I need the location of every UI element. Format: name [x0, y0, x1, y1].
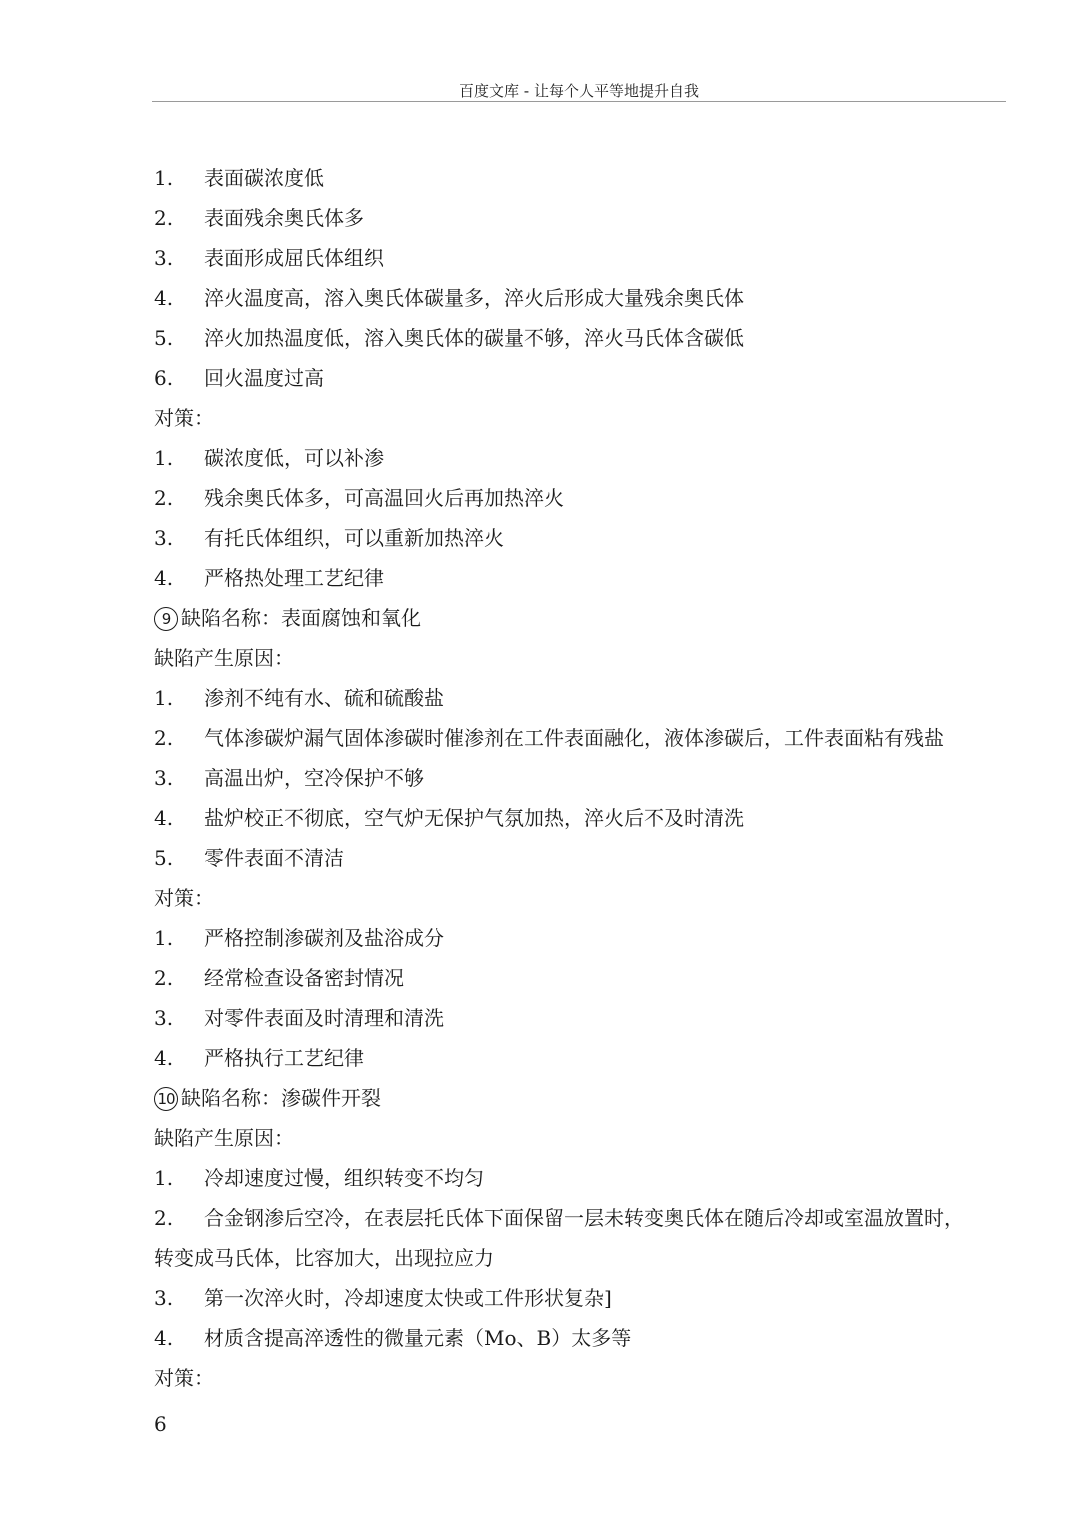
line-text: 气体渗碳炉漏气固体渗碳时催渗剂在工件表面融化，液体渗碳后，工件表面粘有残盐: [204, 726, 944, 750]
list-item: [154, 1158, 1024, 1198]
line-text: 盐炉校正不彻底，空气炉无保护气氛加热，淬火后不及时清洗: [204, 806, 744, 830]
list-number: 1.: [154, 446, 174, 470]
line-text: 高温出炉，空冷保护不够: [204, 766, 424, 790]
line-text: 严格控制渗碳剂及盐浴成分: [204, 926, 444, 950]
line-text: 表面残余奥氏体多: [204, 206, 364, 230]
section-heading: [154, 598, 1024, 638]
list-number: 2.: [154, 1206, 174, 1230]
list-item: [154, 478, 1024, 518]
list-number: 3.: [154, 1286, 174, 1310]
text-line: [154, 1358, 1024, 1398]
line-text: 对策：: [154, 886, 214, 910]
list-number: 2.: [154, 206, 174, 230]
line-text: 合金钢渗后空冷，在表层托氏体下面保留一层未转变奥氏体在随后冷却或室温放置时，: [204, 1206, 964, 1230]
text-line: [154, 398, 1024, 438]
list-item: [154, 358, 1024, 398]
line-text: 表面形成屈氏体组织: [204, 246, 384, 270]
list-number: 3.: [154, 246, 174, 270]
header-divider: [152, 101, 1006, 102]
list-number: 5.: [154, 326, 174, 350]
list-number: 4.: [154, 806, 174, 830]
list-number: 1.: [154, 166, 174, 190]
list-number: 3.: [154, 766, 174, 790]
list-number: 2.: [154, 486, 174, 510]
list-item: [154, 838, 1024, 878]
list-item: [154, 278, 1024, 318]
page-header: 百度文库 - 让每个人平等地提升自我: [459, 82, 699, 100]
list-item: [154, 158, 1024, 198]
list-item: [154, 1038, 1024, 1078]
list-number: 2.: [154, 966, 174, 990]
list-item: [154, 518, 1024, 558]
list-number: 3.: [154, 1006, 174, 1030]
list-item: [154, 918, 1024, 958]
list-item: [154, 1278, 1024, 1318]
list-item: [154, 318, 1024, 358]
list-number: 3.: [154, 526, 174, 550]
list-item: [154, 758, 1024, 798]
list-number: 4.: [154, 1046, 174, 1070]
line-text: 有托氏体组织，可以重新加热淬火: [204, 526, 504, 550]
list-item: [154, 998, 1024, 1038]
line-text: 严格热处理工艺纪律: [204, 566, 384, 590]
line-text: 缺陷产生原因：: [154, 646, 294, 670]
list-item: [154, 558, 1024, 598]
list-item: [154, 958, 1024, 998]
list-item: [154, 1198, 1024, 1238]
line-text: 淬火温度高，溶入奥氏体碳量多，淬火后形成大量残余奥氏体: [204, 286, 744, 310]
text-line: [154, 878, 1024, 918]
list-number: 1.: [154, 1166, 174, 1190]
line-text: 残余奥氏体多，可高温回火后再加热淬火: [204, 486, 564, 510]
list-item: [154, 678, 1024, 718]
line-text: 经常检查设备密封情况: [204, 966, 404, 990]
document-body: [154, 158, 1024, 1398]
circled-number: 9: [154, 607, 178, 631]
list-item: [154, 718, 1024, 758]
line-text: 零件表面不清洁: [204, 846, 344, 870]
line-text: 对策：: [154, 1366, 214, 1390]
line-text: 对零件表面及时清理和清洗: [204, 1006, 444, 1030]
text-line: [154, 1238, 1024, 1278]
list-number: 5.: [154, 846, 174, 870]
line-text: 回火温度过高: [204, 366, 324, 390]
section-heading: [154, 1078, 1024, 1118]
list-number: 1.: [154, 686, 174, 710]
list-number: 2.: [154, 726, 174, 750]
line-text: 缺陷产生原因：: [154, 1126, 294, 1150]
text-line: [154, 1118, 1024, 1158]
line-text: 表面碳浓度低: [204, 166, 324, 190]
circled-number: 10: [154, 1087, 178, 1111]
list-item: [154, 198, 1024, 238]
list-number: 1.: [154, 926, 174, 950]
list-item: [154, 1318, 1024, 1358]
line-text: 严格执行工艺纪律: [204, 1046, 364, 1070]
line-text: 渗剂不纯有水、硫和硫酸盐: [204, 686, 444, 710]
list-item: [154, 438, 1024, 478]
line-text: 转变成马氏体，比容加大，出现拉应力: [154, 1246, 494, 1270]
text-line: [154, 638, 1024, 678]
page-number: 6: [154, 1412, 167, 1436]
line-text: 对策：: [154, 406, 214, 430]
list-number: 6.: [154, 366, 174, 390]
line-text: 缺陷名称：表面腐蚀和氧化: [181, 606, 421, 630]
list-number: 4.: [154, 566, 174, 590]
line-text: 第一次淬火时，冷却速度太快或工件形状复杂]: [204, 1286, 612, 1310]
line-text: 冷却速度过慢，组织转变不均匀: [204, 1166, 484, 1190]
line-text: 碳浓度低，可以补渗: [204, 446, 384, 470]
list-number: 4.: [154, 286, 174, 310]
line-text: 材质含提高淬透性的微量元素（Mo、B）太多等: [204, 1326, 632, 1350]
line-text: 缺陷名称：渗碳件开裂: [181, 1086, 381, 1110]
list-item: [154, 798, 1024, 838]
list-number: 4.: [154, 1326, 174, 1350]
line-text: 淬火加热温度低，溶入奥氏体的碳量不够，淬火马氏体含碳低: [204, 326, 744, 350]
list-item: [154, 238, 1024, 278]
